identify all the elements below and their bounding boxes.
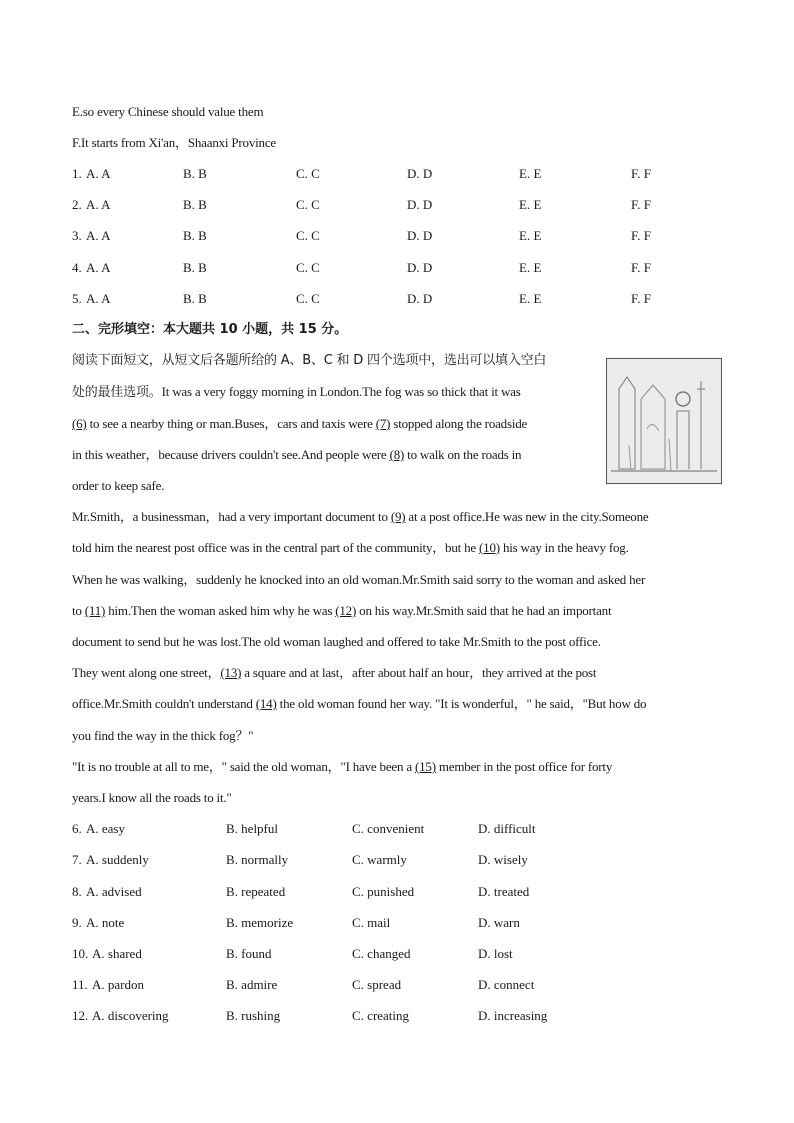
choice-b: B. B [183,166,207,181]
choice-b: B. normally [226,852,289,867]
choice-d: D. D [407,166,433,181]
choice-d: D. D [407,260,433,275]
choice-d: D. lost [478,946,513,961]
choice-c: C. C [296,260,320,275]
section-heading: 二、完形填空：本大题共 10 小题，共 15 分。 [72,322,348,337]
question-number: 12. [72,1008,89,1023]
passage-line-6 [72,509,648,525]
choice-c: C. spread [352,977,402,992]
choice-b: B. admire [226,977,278,992]
passage-line-9 [72,603,611,619]
passage-line-8: When he was walking，suddenly he knocked into an old woman.Mr.Smith said sorry to the woman and asked her [72,572,646,587]
passage-text: in this weather，because drivers couldn't see.And people were [72,447,390,462]
choice-d: D. D [407,197,433,212]
choice-b: B. B [183,291,207,306]
question-number: 8. [72,884,82,899]
passage-text: the old woman found her way. "It is wonderful，" he said，"But how do [276,696,647,711]
choice-c: C. C [296,228,320,243]
question-number: 6. [72,821,82,836]
choice-b: B. B [183,197,207,212]
choice-d: D. warn [478,915,520,930]
choice-f: F. F [631,166,651,181]
passage-text: They went along one street， [72,665,221,680]
blank-10: (10) [479,540,500,555]
option-f-text: F.It starts from Xi'an，Shaanxi Province [72,135,276,150]
question-number: 2. [72,197,82,212]
question-number: 9. [72,915,82,930]
choice-b: B. found [226,946,272,961]
question-number: 1. [72,166,82,181]
choice-d: D. wisely [478,852,528,867]
choice-c: C. C [296,197,320,212]
passage-line-14 [72,759,612,775]
question-number: 5. [72,291,82,306]
blank-15: (15) [414,759,436,774]
passage-line-10: document to send but he was lost.The old woman laughed and offered to take Mr.Smith to the post office. [72,634,601,649]
choice-c: C. convenient [352,821,425,836]
choice-f: F. F [631,260,651,275]
choice-e: E. E [519,166,542,181]
passage-line-11 [72,665,596,681]
passage-text: member in the post office for forty [435,759,613,774]
choice-c: C. creating [352,1008,410,1023]
choice-b: B. B [183,228,207,243]
passage-line-4 [72,447,521,463]
passage-line-7 [72,540,629,556]
choice-c: C. changed [352,946,411,961]
blank-14: (14) [255,696,277,711]
choice-d: D. treated [478,884,530,899]
choice-d: D. increasing [478,1008,548,1023]
choice-b: B. helpful [226,821,278,836]
passage-text: stopped along the roadside [390,416,528,431]
passage-text: Mr.Smith，a businessman，had a very important document to [72,509,391,524]
passage-text: to walk on the roads in [404,447,522,462]
choice-c: C. C [296,291,320,306]
blank-6: (6) [72,416,87,431]
choice-a: A. note [86,915,125,930]
passage-text: "It is no trouble at all to me，" said the old woman，"I have been a [72,759,415,774]
choice-d: D. D [407,228,433,243]
question-number: 7. [72,852,82,867]
passage-line-13: you find the way in the thick fog？" [72,728,254,743]
choice-b: B. repeated [226,884,286,899]
choice-c: C. punished [352,884,415,899]
choice-a: A. A [86,260,111,275]
passage-line-15: years.I know all the roads to it." [72,790,232,805]
choice-d: D. D [407,291,433,306]
passage-line-3 [72,416,527,432]
choice-a: A. discovering [92,1008,169,1023]
question-number: 3. [72,228,82,243]
choice-c: C. C [296,166,320,181]
choice-a: A. easy [86,821,125,836]
choice-e: E. E [519,228,542,243]
choice-a: A. shared [92,946,142,961]
choice-c: C. warmly [352,852,407,867]
blank-8: (8) [389,447,405,462]
choice-a: A. A [86,166,111,181]
choice-f: F. F [631,197,651,212]
passage-text: to see a nearby thing or man.Buses，cars and taxis were [86,416,376,431]
choice-a: A. A [86,228,111,243]
passage-text: told him the nearest post office was in the central part of the community，but he [72,540,480,555]
blank-7: (7) [375,416,391,431]
choice-e: E. E [519,291,542,306]
foggy-street-icon [607,359,721,483]
choice-b: B. rushing [226,1008,281,1023]
option-e-text: E.so every Chinese should value them [72,104,264,119]
passage-line-5: order to keep safe. [72,478,165,493]
question-number: 11. [72,977,88,992]
choice-c: C. mail [352,915,391,930]
question-number: 4. [72,260,82,275]
choice-a: A. suddenly [86,852,149,867]
choice-d: D. difficult [478,821,536,836]
choice-a: A. A [86,197,111,212]
question-number: 10. [72,946,89,961]
blank-12: (12) [335,603,357,618]
choice-b: B. B [183,260,207,275]
choice-a: A. pardon [92,977,144,992]
passage-text: at a post office.He was new in the city.Someone [405,509,649,524]
choice-a: A. A [86,291,111,306]
passage-text: a square and at last，after about half an hour，they arrived at the post [241,665,597,680]
passage-line-1: 阅读下面短文，从短文后各题所给的 A、B、C 和 D 四个选项中，选出可以填入空白 [72,353,547,368]
choice-d: D. connect [478,977,535,992]
passage-line-2 [72,384,521,400]
choice-b: B. memorize [226,915,294,930]
blank-13: (13) [220,665,242,680]
passage-text: his way in the heavy fog. [499,540,629,555]
passage-text: on his way.Mr.Smith said that he had an important [356,603,612,618]
choice-f: F. F [631,291,651,306]
choice-f: F. F [631,228,651,243]
blank-11: (11) [84,603,106,618]
passage-line-12 [72,696,646,712]
passage-text: 处的最佳选项。It was a very foggy morning in London.The fog was so thick that it was [72,384,521,399]
choice-e: E. E [519,260,542,275]
passage-text: to [72,603,85,618]
passage-text: office.Mr.Smith couldn't understand [72,696,256,711]
choice-e: E. E [519,197,542,212]
foggy-street-illustration [606,358,722,484]
choice-a: A. advised [86,884,142,899]
passage-text: him.Then the woman asked him why he was [105,603,336,618]
blank-9: (9) [390,509,406,524]
